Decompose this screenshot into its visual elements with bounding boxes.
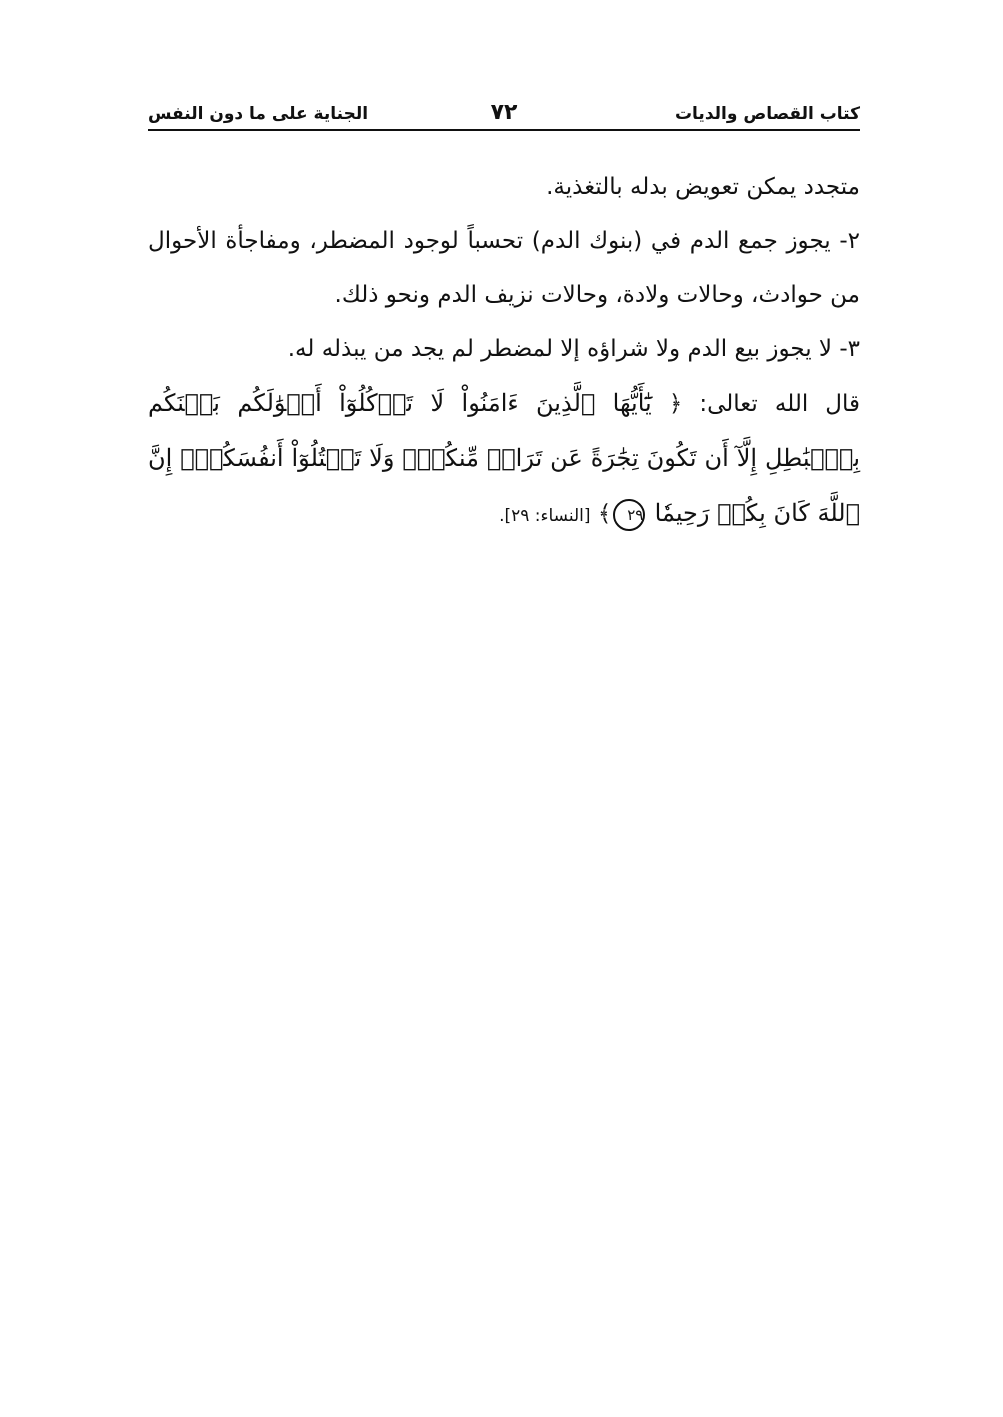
book-title: كتاب القصاص والديات xyxy=(674,104,860,124)
verse-number-marker: ٢٩ xyxy=(613,499,645,531)
verse-text: يَٰٓأَيُّهَا ٱلَّذِينَ ءَامَنُواْ لَا تَأۡكُلُوٓاْ أَمۡوَٰلَكُم بَيۡنَكُم بِٱلۡبَٰطِلِ إِلَّآ أَن تَكُونَ تِجَٰرَةً عَن تَرَاضٖ مِّنكُمۡۚ وَلَا تَقۡتُلُوٓاْ أَنفُسَكُمۡۚ إِنَّ ٱللَّهَ كَانَ بِكُمۡ رَحِيمٗا xyxy=(148,389,860,527)
quran-quote xyxy=(148,376,860,543)
verse-reference: [النساء: ٢٩]. xyxy=(499,506,591,526)
verse-open-bracket: ﴿ xyxy=(668,391,683,417)
list-item-2: ٢- يجوز جمع الدم في (بنوك الدم) تحسباً لوجود المضطر، ومفاجأة الأحوال من حوادث، وحالات ولادة، وحالات نزيف الدم ونحو ذلك. xyxy=(148,228,860,308)
verse-close-bracket: ﴾ xyxy=(597,501,612,527)
list-item-3: ٣- لا يجوز بيع الدم ولا شراؤه إلا لمضطر لم يجد من يبذله له. xyxy=(287,336,860,362)
continuation-paragraph: متجدد يمكن تعويض بدله بالتغذية. xyxy=(546,174,860,200)
running-header xyxy=(148,100,860,130)
page-number: ٧٢ xyxy=(490,100,518,125)
header-divider xyxy=(148,129,860,131)
quote-intro: قال الله تعالى: xyxy=(699,391,861,417)
chapter-title: الجناية على ما دون النفس xyxy=(148,104,369,124)
body-text xyxy=(148,160,860,543)
